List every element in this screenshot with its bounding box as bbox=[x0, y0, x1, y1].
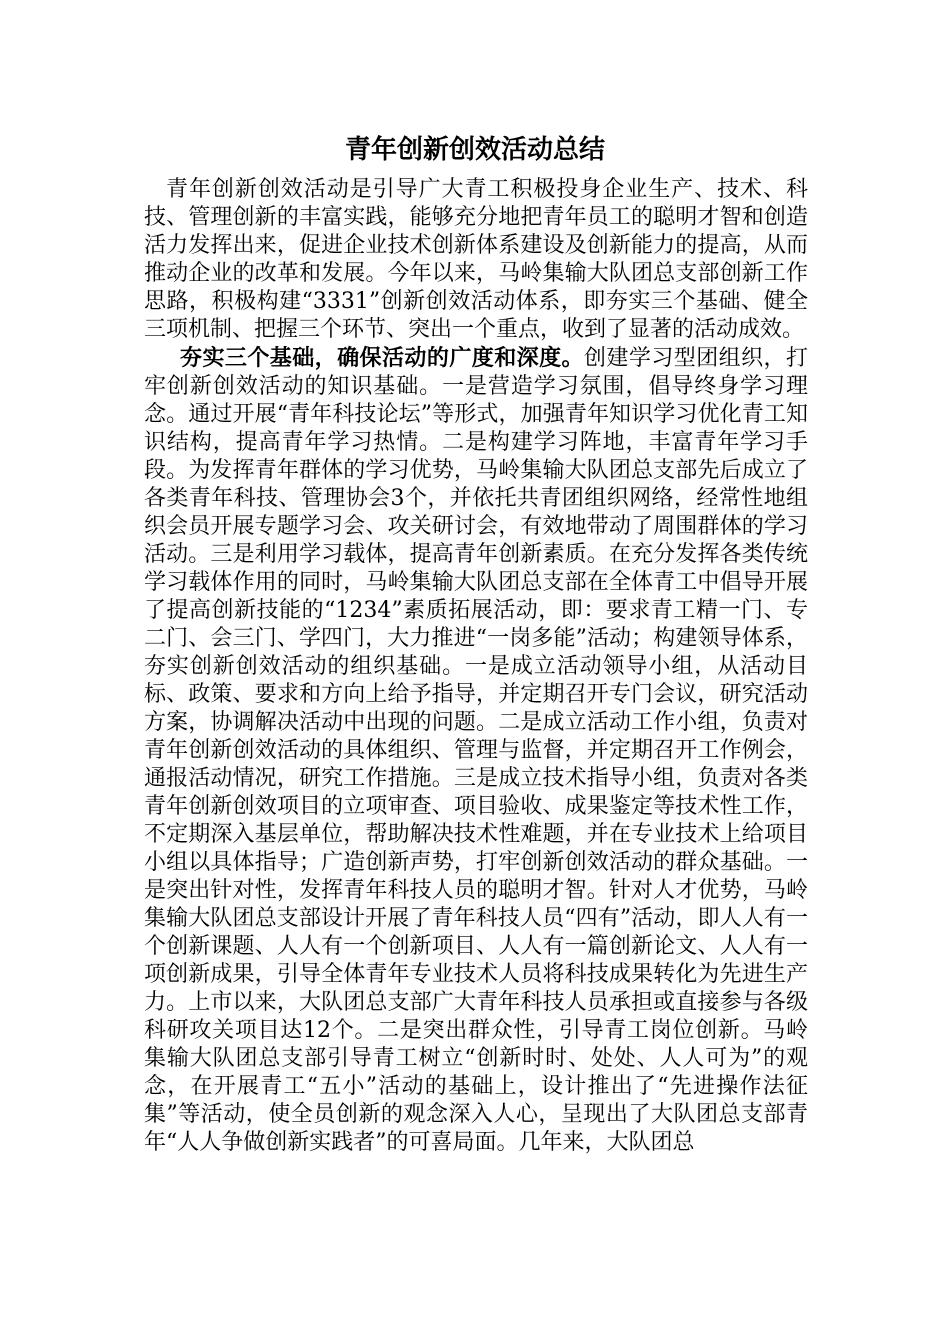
paragraph-foundations-text: 创建学习型团组织，打牢创新创效活动的知识基础。一是营造学习氛围，倡导终身学习理念。通过开展“青年科技论坛”等形式，加强青年知识学习优化青工知识结构，提高青年学习热情。二是构建学习阵地，丰富青年学习手段。为发挥青年群体的学习优势，马岭集输大队团总支部先后成立了各类青年科技、管理协会3个，并依托共青团组织网络，经常性地组织会员开展专题学习会、攻关研讨会，有效地带动了周围群体的学习活动。三是利用学习载体，提高青年创新素质。在充分发挥各类传统学习载体作用的同时，马岭集输大队团总支部在全体青工中倡导开展了提高创新技能的“1234”素质拓展活动，即：要求青工精一门、专二门、会三门、学四门，大力推进“一岗多能”活动；构建领导体系，夯实创新创效活动的组织基础。一是成立活动领导小组，从活动目标、政策、要求和方向上给予指导，并定期召开专门会议，研究活动方案，协调解决活动中出现的问题。二是成立活动工作小组，负责对青年创新创效活动的具体组织、管理与监督，并定期召开工作例会，通报活动情况，研究工作措施。三是成立技术指导小组，负责对各类青年创新创效项目的立项审查、项目验收、成果鉴定等技术性工作，不定期深入基层单位，帮助解决技术性难题，并在专业技术上给项目小组以具体指导；广造创新声势，打牢创新创效活动的群众基础。一是突出针对性，发挥青年科技人员的聪明才智。针对人才优势，马岭集输大队团总支部设计开展了青年科技人员“四有”活动，即人人有一个创新课题、人人有一个创新项目、人人有一篇创新论文、人人有一项创新成果，引导全体青年专业技术人员将科技成果转化为先进生产力。上市以来，大队团总支部广大青年科技人员承担或直接参与各级科研攻关项目达12个。二是突出群众性，引导青工岗位创新。马岭集输大队团总支部引导青工树立“创新时时、处处、人人可为”的观念，在开展青工“五小”活动的基础上，设计推出了“先进操作法征集”等活动，使全员创新的观念深入人心，呈现出了大队团总支部青年“人人争做创新实践者”的可喜局面。几年来，大队团总 bbox=[144, 346, 808, 1155]
paragraph-foundations-lead: 夯实三个基础，确保活动的广度和深度。 bbox=[180, 345, 584, 371]
paragraph-intro bbox=[144, 176, 808, 344]
document-body bbox=[144, 176, 808, 1157]
document-title: 青年创新创效活动总结 bbox=[344, 135, 605, 165]
paragraph-foundations bbox=[144, 344, 808, 1157]
paragraph-intro-text: 青年创新创效活动是引导广大青工积极投身企业生产、技术、科技、管理创新的丰富实践，能够充分地把青年员工的聪明才智和创造活力发挥出来，促进企业技术创新体系建设及创新能力的提高，从而推动企业的改革和发展。今年以来，马岭集输大队团总支部创新工作思路，积极构建“3331”创新创效活动体系，即夯实三个基础、健全三项机制、把握三个环节、突出一个重点，收到了显著的活动成效。 bbox=[144, 177, 808, 342]
